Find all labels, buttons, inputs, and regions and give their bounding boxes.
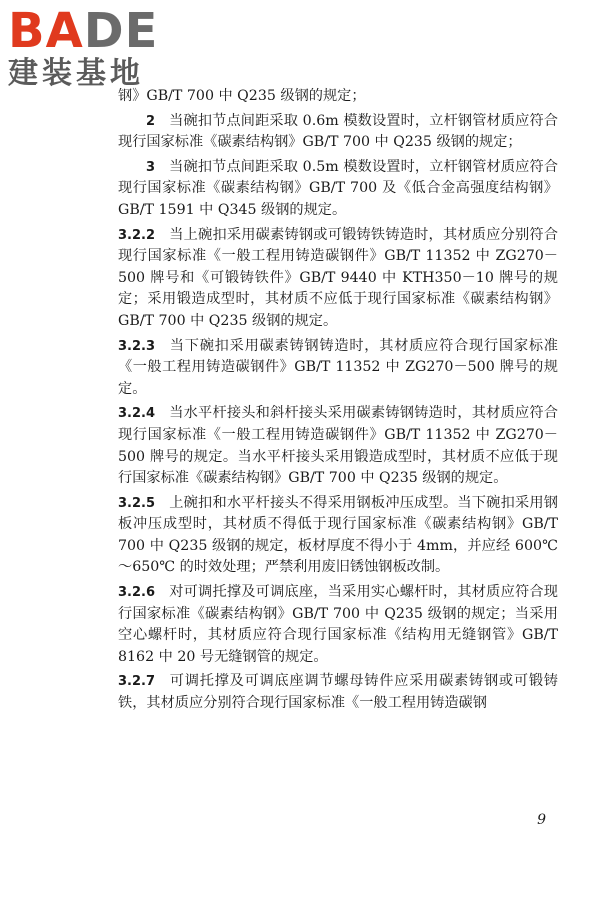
clause-number: 2 <box>146 113 156 129</box>
clause-text: 可调托撑及可调底座调节螺母铸件应采用碳素铸钢或可锻铸铁，其材质应分别符合现行国家标准《一般工程用铸造碳钢 <box>118 673 558 712</box>
logo-accent-text: BA <box>8 3 84 59</box>
clause-paragraph <box>118 336 558 401</box>
page-number: 9 <box>537 812 546 828</box>
clause-paragraph <box>118 225 558 333</box>
document-body <box>118 86 558 718</box>
clause-text: 当碗扣节点间距采取 0.6m 模数设置时，立杆钢管材质应符合现行国家标准《碳素结构钢》GB/T 700 中 Q235 级钢的规定； <box>118 112 558 151</box>
clause-number: 3.2.4 <box>118 406 156 422</box>
clause-paragraph <box>118 111 558 154</box>
logo-wordmark <box>8 3 178 59</box>
clause-text: 上碗扣和水平杆接头不得采用钢板冲压成型。当下碗扣采用钢板冲压成型时，其材质不得低于现行国家标准《碳素结构钢》GB/T 700 中 Q235 级钢的规定，板材厚度不得小于 4mm，并应经 600℃～650℃ 的时效处理；严禁利用废旧锈蚀钢板改制。 <box>118 494 558 576</box>
logo-subtitle: 建装基地 <box>8 56 144 91</box>
clause-number: 3.2.7 <box>118 674 156 690</box>
clause-paragraph <box>118 671 558 714</box>
clause-text: 对可调托撑及可调底座，当采用实心螺杆时，其材质应符合现行国家标准《碳素结构钢》GB/T 700 中 Q235 级钢的规定；当采用空心螺杆时，其材质应符合现行国家标准《结构用无缝钢管》GB/T 8162 中 20 号无缝钢管的规定。 <box>118 584 558 665</box>
clause-paragraph <box>118 403 558 489</box>
clause-number: 3 <box>146 159 156 175</box>
clause-number: 3.2.3 <box>118 338 156 354</box>
clause-paragraph <box>118 493 558 579</box>
clause-text: 当上碗扣采用碳素铸钢或可锻铸铁铸造时，其材质应分别符合现行国家标准《一般工程用铸造碳钢件》GB/T 11352 中 ZG270－500 牌号和《可锻铸铁件》GB/T 9440 中 KTH350－10 牌号的规定；采用锻造成型时，其材质不应低于现行国家标准《碳素结构钢》GB/T 700 中 Q235 级钢的规定。 <box>118 226 558 329</box>
clause-number: 3.2.2 <box>118 227 156 243</box>
clause-paragraph <box>118 86 558 108</box>
clause-text: 当下碗扣采用碳素铸钢铸造时，其材质应符合现行国家标准《一般工程用铸造碳钢件》GB/T 11352 中 ZG270－500 牌号的规定。 <box>118 337 558 397</box>
clause-number: 3.2.5 <box>118 495 156 511</box>
logo-rest-text: DE <box>83 3 159 59</box>
clause-number: 3.2.6 <box>118 585 156 601</box>
clause-text: 当碗扣节点间距采取 0.5m 模数设置时，立杆钢管材质应符合现行国家标准《碳素结构钢》GB/T 700 及《低合金高强度结构钢》GB/T 1591 中 Q345 级钢的规定。 <box>118 158 558 218</box>
clause-paragraph <box>118 582 558 668</box>
clause-text: 当水平杆接头和斜杆接头采用碳素铸钢铸造时，其材质应符合现行国家标准《一般工程用铸造碳钢件》GB/T 11352 中 ZG270－500 牌号的规定。当水平杆接头采用锻造成型时，其材质不应低于现行国家标准《碳素结构钢》GB/T 700 中 Q235 级钢的规定。 <box>118 405 558 487</box>
clause-paragraph <box>118 157 558 222</box>
clause-text: 钢》GB/T 700 中 Q235 级钢的规定； <box>118 88 366 104</box>
